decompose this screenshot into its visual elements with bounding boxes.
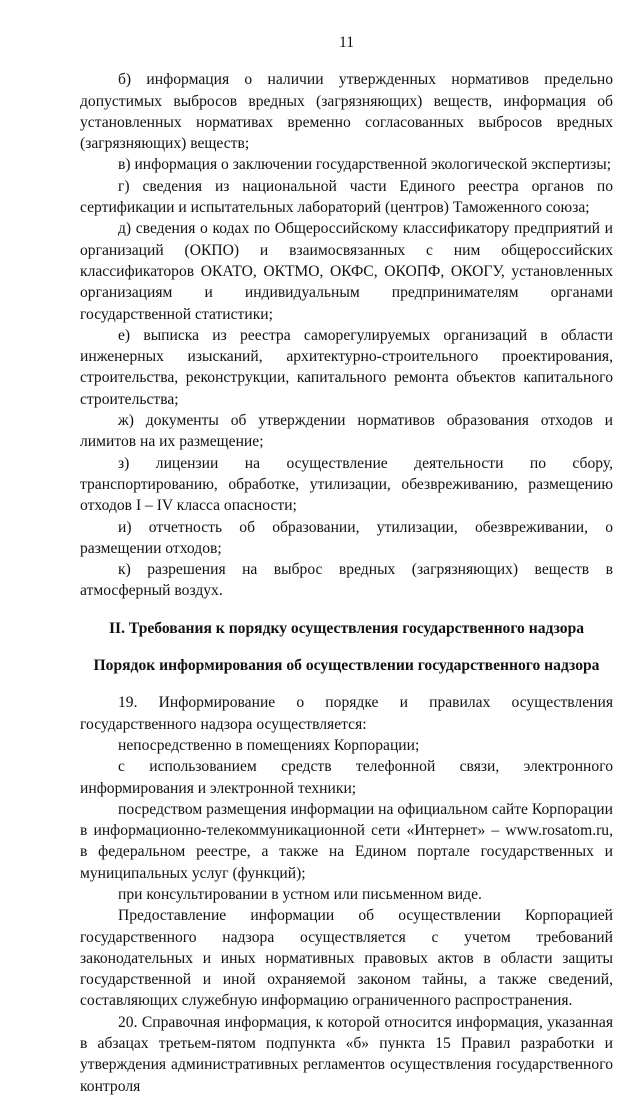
- list-item-d: д) сведения о кодах по Общероссийскому классификатору предприятий и организаций (ОКПО) и взаимосвязанных с ним общероссийских классификаторов ОКАТО, ОКТМО, ОКФС, ОКОПФ, ОКОГУ, установленных организациям и индивидуальным предпринимателям органами государственной статистики;: [80, 220, 613, 323]
- list-item-g: г) сведения из национальной части Единого реестра органов по сертификации и испытательных лабораторий (центров) Таможенного союза;: [80, 177, 613, 217]
- paragraph-telephone: с использованием средств телефонной связи, электронного информирования и электронной техники;: [80, 758, 613, 797]
- page-number: 11: [338, 34, 354, 51]
- list-item-k: к) разрешения на выброс вредных (загрязняющих) веществ в атмосферный воздух.: [80, 561, 613, 600]
- paragraph-provision: Предоставление информации об осуществлении Корпорацией государственного надзора осуществляется с учетом требований законодательных и иных нормативных правовых актов в области защиты государственной и иной охраняемой законом тайны, а также сведений, составляющих служебную информацию ограниченного распространения.: [80, 907, 613, 1010]
- list-item-b: б) информация о наличии утвержденных нормативов предельно допустимых выбросов вредных (загрязняющих) веществ, информация об установленных нормативах временно согласованных выбросов вредных (загрязняющих) веществ;: [80, 71, 613, 153]
- subsection-heading: Порядок информирования об осуществлении государственного надзора: [93, 657, 600, 675]
- list-item-v: в) информация о заключении государственной экологической экспертизы;: [118, 156, 612, 174]
- paragraph-20: 20. Справочная информация, к которой относится информация, указанная в абзацах третьем-пятом подпункта «б» пункта 15 Правил разработки и утверждения административных регламентов осуществления государственного контроля: [80, 1013, 613, 1095]
- paragraph-19: 19. Информирование о порядке и правилах осуществления государственного надзора осуществляется:: [80, 694, 613, 733]
- list-item-e: е) выписка из реестра саморегулируемых организаций в области инженерных изысканий, архитектурно-строительного проектирования, строительства, реконструкции, капитального ремонта объектов капитального строительства;: [80, 326, 613, 408]
- list-item-zh: ж) документы об утверждении нормативов образования отходов и лимитов на их размещение;: [80, 412, 613, 451]
- paragraph-consulting: при консультировании в устном или письменном виде.: [118, 885, 482, 903]
- paragraph-website: посредством размещения информации на официальном сайте Корпорации в информационно-телекоммуникационной сети «Интернет» – www.rosatom.ru, в федеральном реестре, а также на Едином портале государственных и муниципальных услуг (функций);: [80, 800, 613, 882]
- section-heading: II. Требования к порядку осуществления государственного надзора: [108, 619, 585, 637]
- list-item-i: и) отчетность об образовании, утилизации, обезвреживании, о размещении отходов;: [80, 518, 613, 557]
- list-item-z: з) лицензии на осуществление деятельности по сбору, транспортированию, обработке, утилизации, обезвреживанию, размещению отходов I – IV класса опасности;: [80, 454, 613, 515]
- paragraph-premises: непосредственно в помещениях Корпорации;: [118, 736, 420, 754]
